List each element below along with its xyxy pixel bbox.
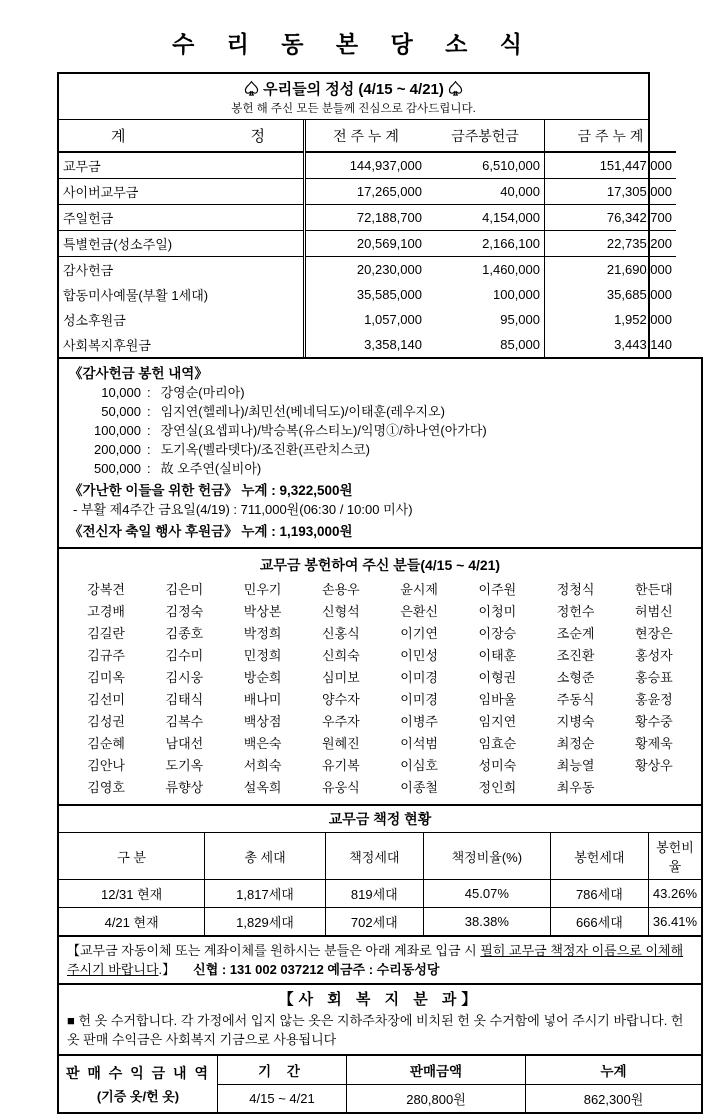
offering-table xyxy=(59,120,676,357)
offering-account-name: 특별헌금(성소주일) xyxy=(59,231,305,257)
donor-name: 홍승표 xyxy=(635,670,673,685)
offering-week-amount: 100,000 xyxy=(426,282,545,307)
donor-name: 김길란 xyxy=(87,626,125,641)
assessment-rows xyxy=(59,880,701,936)
column-account-left: 계 xyxy=(111,128,126,145)
offering-week-amount: 1,460,000 xyxy=(426,257,545,283)
welfare-heading: 【사 회 복 지 분 과】 xyxy=(278,991,482,1008)
welfare-text xyxy=(67,1011,693,1049)
column-assessed-households: 책정세대 xyxy=(325,833,423,880)
thanks-item xyxy=(69,421,691,440)
donor-name: 신희숙 xyxy=(322,648,360,663)
donor-name: 성미숙 xyxy=(478,758,517,773)
offering-week-amount: 40,000 xyxy=(426,179,545,205)
thanks-separator: : xyxy=(147,423,151,438)
offering-rows xyxy=(59,152,676,357)
donor-name: 김미옥 xyxy=(87,670,125,685)
donor-name: 양수자 xyxy=(322,692,360,707)
notice-text: 【교무금 자동이체 또는 계좌이체를 원하시는 분들은 아래 계좌로 입금 시 xyxy=(67,943,481,958)
offering-week-total: 76,342,700 xyxy=(606,210,672,225)
donor-name: 설옥희 xyxy=(243,780,282,795)
offering-week-amount: 85,000 xyxy=(426,332,545,357)
donor-name: 이종철 xyxy=(400,780,438,795)
donor-name: 정청식 xyxy=(556,582,595,597)
thanks-amount: 200,000 xyxy=(94,442,141,457)
donor-name: 최정순 xyxy=(556,736,595,751)
welfare-body: 헌 옷 수거합니다. 각 가정에서 입지 않는 옷은 지하주차장에 비치된 헌 옷 수거함에 넣어 주시기 바랍니다. 헌 옷 판매 수익금은 사회복지 기금으로 사용됩니다 xyxy=(67,1013,684,1047)
assessment-total-households: 1,817세대 xyxy=(205,880,326,908)
offering-week-total: 35,685,000 xyxy=(606,287,672,302)
assessment-offered-ratio: 36.41% xyxy=(648,908,701,936)
donor-name: 소형준 xyxy=(556,670,595,685)
donor-name: 우주자 xyxy=(322,714,360,729)
donor-name: 이민성 xyxy=(400,648,438,663)
assessment-offered-ratio: 43.26% xyxy=(648,880,701,908)
sales-section xyxy=(57,1054,703,1114)
donor-name: 신홍식 xyxy=(322,626,360,641)
donor-name: 임바울 xyxy=(478,692,517,707)
sales-label-sub: (기증 옷/헌 옷) xyxy=(96,1089,180,1104)
thanks-item xyxy=(69,459,691,478)
donor-name: 임효순 xyxy=(478,736,517,751)
donor-name: 서희숙 xyxy=(243,758,282,773)
thanks-separator: : xyxy=(147,385,151,400)
thanks-names: 임지연(헬레나)/최민선(베네딕도)/이태훈(레우지오) xyxy=(160,404,445,419)
offering-prev-total: 72,188,700 xyxy=(356,210,422,225)
poor-fund-detail: - 부활 제4주간 금요일(4/19) : 711,000원(06:30 / 10:00 미사) xyxy=(73,502,413,517)
thanks-amount: 10,000 xyxy=(101,385,141,400)
sales-header-row xyxy=(218,1056,701,1085)
donor-name: 윤시제 xyxy=(400,582,438,597)
offering-row xyxy=(59,152,676,179)
sales-amount: 280,800원 xyxy=(347,1085,526,1112)
assessment-header-row xyxy=(59,833,701,880)
donor-name: 김규주 xyxy=(87,648,125,663)
offering-account-name: 감사헌금 xyxy=(59,257,305,283)
donor-name: 지병숙 xyxy=(556,714,595,729)
donor-name: 도기옥 xyxy=(165,758,204,773)
offering-week-total: 3,443,140 xyxy=(614,337,672,352)
poor-fund-heading: 《가난한 이들을 위한 헌금》 누계 : 9,322,500원 xyxy=(69,483,353,498)
donor-name: 한든대 xyxy=(635,582,673,597)
thanks-heading: 《감사헌금 봉헌 내역》 xyxy=(69,366,208,381)
donor-name: 이장승 xyxy=(478,626,517,641)
assessment-assessed-ratio: 45.07% xyxy=(423,880,550,908)
column-assessed-ratio: 책정비율(%) xyxy=(423,833,550,880)
offering-prev-total: 144,937,000 xyxy=(349,158,422,173)
offering-account-name: 성소후원금 xyxy=(59,307,305,332)
donor-name: 최우동 xyxy=(556,780,595,795)
donor-name: 김영호 xyxy=(87,780,125,795)
thanks-separator: : xyxy=(147,461,151,476)
sales-period: 4/15 ~ 4/21 xyxy=(218,1085,347,1112)
donor-name: 김선미 xyxy=(87,692,125,707)
donor-name: 이기연 xyxy=(400,626,438,641)
offering-prev-total: 3,358,140 xyxy=(364,337,422,352)
thanks-separator: : xyxy=(147,442,151,457)
column-category: 구 분 xyxy=(59,833,205,880)
thanks-amount: 500,000 xyxy=(94,461,141,476)
offering-row xyxy=(59,332,676,357)
assessment-section xyxy=(57,804,703,937)
assessment-table xyxy=(59,833,701,935)
offering-week-amount: 2,166,100 xyxy=(426,231,545,257)
assessment-offered-households: 666세대 xyxy=(550,908,648,936)
offering-account-name: 사이버교무금 xyxy=(59,179,305,205)
offering-prev-total: 1,057,000 xyxy=(364,312,422,327)
donor-name: 방순희 xyxy=(243,670,282,685)
column-account-right: 정 xyxy=(250,128,265,145)
column-period: 기 간 xyxy=(218,1056,347,1084)
donor-name: 김복수 xyxy=(165,714,204,729)
assessment-assessed-ratio: 38.38% xyxy=(423,908,550,936)
column-cumulative: 누계 xyxy=(600,1064,627,1079)
offering-row xyxy=(59,257,676,283)
donor-name: 주동식 xyxy=(556,692,595,707)
offering-week-total: 22,735,200 xyxy=(606,236,672,251)
sales-label-title: 판 매 수 익 금 내 역 xyxy=(65,1065,210,1081)
offering-week-total: 1,952,000 xyxy=(614,312,672,327)
notice-text-end: .】 xyxy=(158,962,176,977)
offering-account-name: 주일헌금 xyxy=(59,205,305,231)
donor-name: 은환신 xyxy=(400,604,438,619)
assessment-row xyxy=(59,908,701,936)
bulletin-body xyxy=(57,72,703,1114)
donor-name: 홍윤정 xyxy=(635,692,673,707)
donor-name: 김안나 xyxy=(87,758,125,773)
offering-account-name: 합동미사예물(부활 1세대) xyxy=(59,282,305,307)
offering-account-name: 교무금 xyxy=(59,152,305,179)
donor-name: 황수중 xyxy=(635,714,673,729)
donor-name: 김수미 xyxy=(165,648,204,663)
offering-prev-total: 17,265,000 xyxy=(356,184,422,199)
notice-underlined-text: 필히 교무금 책정자 이름으로 이체해 주시기 바랍니다 xyxy=(67,943,684,977)
offering-week-amount: 95,000 xyxy=(426,307,545,332)
donor-name: 이병주 xyxy=(400,714,438,729)
sales-label-cell xyxy=(59,1056,218,1112)
donor-name: 강복견 xyxy=(87,582,125,597)
donor-name: 김정숙 xyxy=(165,604,204,619)
thanks-item xyxy=(69,383,691,402)
donor-name: 민우기 xyxy=(243,582,282,597)
donor-name: 이심호 xyxy=(400,758,438,773)
offering-section xyxy=(57,72,672,359)
assessment-assessed-households: 819세대 xyxy=(325,880,423,908)
donor-name: 현장은 xyxy=(635,626,673,641)
column-week-offering: 금주봉헌금 xyxy=(426,120,545,152)
offering-header xyxy=(59,74,648,120)
thanks-names: 장연실(요셉피나)/박승복(유스티노)/익명①/하나연(아가다) xyxy=(160,423,487,438)
donor-name: 김은미 xyxy=(165,582,204,597)
donor-name: 배나미 xyxy=(243,692,282,707)
column-total-households: 총 세대 xyxy=(205,833,326,880)
offering-column-header-row xyxy=(59,120,676,152)
assessment-assessed-households: 702세대 xyxy=(325,908,423,936)
offering-account-name: 사회복지후원금 xyxy=(59,332,305,357)
assessment-total-households: 1,829세대 xyxy=(205,908,326,936)
assessment-heading: 교무금 책정 현황 xyxy=(59,806,701,833)
assessment-offered-households: 786세대 xyxy=(550,880,648,908)
thanks-list xyxy=(69,383,691,478)
donor-name: 고경배 xyxy=(87,604,125,619)
donor-name: 박정희 xyxy=(243,626,282,641)
thanks-names: 강영순(마리아) xyxy=(160,385,245,400)
sales-data-row xyxy=(218,1085,701,1112)
transfer-notice-section xyxy=(57,935,703,985)
donors-heading: 교무금 봉헌하여 주신 분들(4/15 ~ 4/21) xyxy=(259,557,501,573)
sales-cumulative: 862,300원 xyxy=(583,1092,644,1107)
offering-week-total: 21,690,000 xyxy=(606,262,672,277)
donor-name: 류향상 xyxy=(165,780,204,795)
donor-name: 유웅식 xyxy=(322,780,360,795)
offering-week-amount: 4,154,000 xyxy=(426,205,545,231)
donor-name: 신형석 xyxy=(322,604,360,619)
assessment-date: 12/31 현재 xyxy=(59,880,205,908)
donor-name: 백상점 xyxy=(243,714,282,729)
donor-name: 김태식 xyxy=(165,692,204,707)
feast-fund-heading: 《전신자 축일 행사 후원금》 누계 : 1,193,000원 xyxy=(69,524,353,539)
offering-week-total: 17,305,000 xyxy=(606,184,672,199)
donor-name: 심미보 xyxy=(322,670,360,685)
offering-week-total: 151,447,000 xyxy=(599,158,672,173)
assessment-date: 4/21 현재 xyxy=(59,908,205,936)
donor-name: 황상우 xyxy=(635,758,673,773)
donor-name: 백은숙 xyxy=(243,736,282,751)
donor-name: 이형권 xyxy=(478,670,517,685)
donor-name: 최능열 xyxy=(556,758,595,773)
donor-name: 이미경 xyxy=(400,670,438,685)
donor-name: 손용우 xyxy=(322,582,360,597)
donor-name: 이주원 xyxy=(478,582,517,597)
offering-row xyxy=(59,205,676,231)
donors-section xyxy=(57,547,703,806)
column-prev-total: 전 주 누 계 xyxy=(333,127,399,144)
offering-prev-total: 20,569,100 xyxy=(356,236,422,251)
offering-row xyxy=(59,231,676,257)
offering-row xyxy=(59,307,676,332)
donor-name: 이청미 xyxy=(478,604,517,619)
thanks-item xyxy=(69,440,691,459)
offering-row xyxy=(59,179,676,205)
column-offered-ratio: 봉헌비율 xyxy=(648,833,701,880)
donor-name: 원혜진 xyxy=(322,736,360,751)
donor-name: 조순계 xyxy=(556,626,595,641)
thanks-section xyxy=(57,357,703,549)
offering-row xyxy=(59,282,676,307)
thanks-names: 故 오주연(실비아) xyxy=(160,461,262,476)
donors-grid xyxy=(67,579,693,796)
page-title: 수 리 동 본 당 소 식 xyxy=(172,31,535,57)
donor-name: 김시웅 xyxy=(165,670,204,685)
donor-name: 유기복 xyxy=(322,758,360,773)
donor-name: 정인희 xyxy=(478,780,517,795)
thanks-amount: 100,000 xyxy=(94,423,141,438)
donor-name: 이태훈 xyxy=(478,648,517,663)
donor-name: 박상본 xyxy=(243,604,282,619)
donor-name: 정헌수 xyxy=(556,604,595,619)
offering-prev-total: 35,585,000 xyxy=(356,287,422,302)
donor-name: 민정희 xyxy=(243,648,282,663)
bank-account-info: 신협 : 131 002 037212 예금주 : 수리동성당 xyxy=(193,962,440,977)
column-offered-households: 봉헌세대 xyxy=(550,833,648,880)
welfare-section xyxy=(57,983,703,1056)
sales-table xyxy=(218,1056,701,1112)
donor-name: 임지연 xyxy=(478,714,517,729)
assessment-row xyxy=(59,880,701,908)
donor-name: 남대선 xyxy=(165,736,204,751)
thanks-amount: 50,000 xyxy=(101,404,141,419)
thanks-names: 도기옥(벨라뎃다)/조진환(프란치스코) xyxy=(160,442,370,457)
donor-name: 김성권 xyxy=(87,714,125,729)
donor-name: 김종호 xyxy=(165,626,204,641)
offering-subtitle: 봉헌 해 주신 모든 분들께 진심으로 감사드립니다. xyxy=(231,103,476,115)
column-account xyxy=(59,120,305,152)
donor-name: 허범신 xyxy=(635,604,673,619)
offering-title: ♤ 우리들의 정성 (4/15 ~ 4/21) ♤ xyxy=(243,81,464,98)
donor-name: 홍성자 xyxy=(635,648,673,663)
donor-name: 황제욱 xyxy=(635,736,673,751)
donor-name: 이석범 xyxy=(400,736,438,751)
bullet-square-icon: ■ xyxy=(67,1013,75,1028)
donor-name: 조진환 xyxy=(556,648,595,663)
column-sale-amount: 판매금액 xyxy=(347,1056,526,1084)
thanks-item xyxy=(69,402,691,421)
donor-name: 김순혜 xyxy=(87,736,125,751)
donor-name: 이미경 xyxy=(400,692,438,707)
thanks-separator: : xyxy=(147,404,151,419)
offering-week-amount: 6,510,000 xyxy=(426,152,545,179)
offering-prev-total: 20,230,000 xyxy=(356,262,422,277)
column-week-total: 금 주 누 계 xyxy=(577,127,644,144)
